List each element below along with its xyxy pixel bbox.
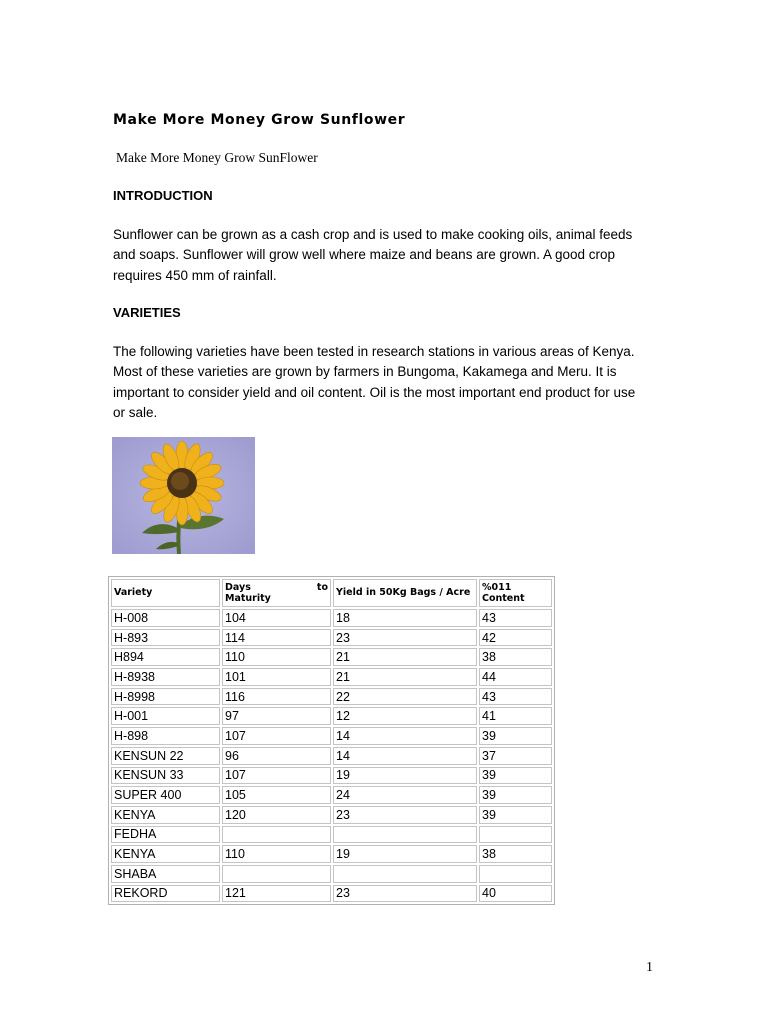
yield-cell: 23 <box>333 629 477 647</box>
oil-cell: 43 <box>479 609 552 627</box>
yield-cell: 14 <box>333 727 477 745</box>
days-cell: 107 <box>222 767 331 785</box>
paragraph-line: The following varieties have been tested in research stations in various areas of Kenya. <box>113 344 635 359</box>
table-row <box>111 688 552 706</box>
header-variety: Variety <box>111 579 220 607</box>
table-row <box>111 865 552 883</box>
yield-cell <box>333 865 477 883</box>
table-row <box>111 707 552 725</box>
oil-cell: 42 <box>479 629 552 647</box>
page-number: 1 <box>646 960 653 975</box>
days-cell: 116 <box>222 688 331 706</box>
table-row <box>111 727 552 745</box>
days-cell: 97 <box>222 707 331 725</box>
varieties-heading: VARIETIES <box>113 305 181 320</box>
document-subtitle: Make More Money Grow SunFlower <box>116 150 318 165</box>
table-row <box>111 747 552 765</box>
table-row <box>111 786 552 804</box>
varieties-table <box>108 576 555 905</box>
variety-cell: SHABA <box>111 865 220 883</box>
yield-cell: 21 <box>333 648 477 666</box>
yield-cell: 12 <box>333 707 477 725</box>
variety-cell: H-8938 <box>111 668 220 686</box>
yield-cell: 23 <box>333 885 477 903</box>
introduction-heading: INTRODUCTION <box>113 188 213 203</box>
yield-cell: 21 <box>333 668 477 686</box>
introduction-paragraph <box>113 225 658 286</box>
yield-cell <box>333 826 477 844</box>
oil-cell <box>479 865 552 883</box>
variety-cell: H-8998 <box>111 688 220 706</box>
days-cell: 121 <box>222 885 331 903</box>
varieties-paragraph <box>113 342 658 423</box>
oil-cell: 39 <box>479 806 552 824</box>
paragraph-line: Sunflower can be grown as a cash crop and is used to make cooking oils, animal feeds <box>113 227 633 242</box>
header-oil-text: %011 <box>482 581 512 593</box>
oil-cell <box>479 826 552 844</box>
days-cell: 114 <box>222 629 331 647</box>
oil-cell: 39 <box>479 727 552 745</box>
paragraph-line: or sale. <box>113 404 158 420</box>
document-title: Make More Money Grow Sunflower <box>113 112 406 128</box>
days-cell: 105 <box>222 786 331 804</box>
days-cell: 101 <box>222 668 331 686</box>
days-cell: 120 <box>222 806 331 824</box>
table-row <box>111 767 552 785</box>
header-oil-content <box>479 579 552 607</box>
variety-cell: FEDHA <box>111 826 220 844</box>
table-row <box>111 806 552 824</box>
variety-cell: H-893 <box>111 629 220 647</box>
table-row <box>111 668 552 686</box>
variety-cell: KENYA <box>111 806 220 824</box>
variety-cell: H894 <box>111 648 220 666</box>
days-cell <box>222 826 331 844</box>
header-content-text: Content <box>482 593 525 604</box>
variety-cell: SUPER 400 <box>111 786 220 804</box>
table-row <box>111 648 552 666</box>
oil-cell: 40 <box>479 885 552 903</box>
oil-cell: 38 <box>479 648 552 666</box>
variety-cell: KENYA <box>111 845 220 863</box>
header-yield: Yield in 50Kg Bags / Acre <box>333 579 477 607</box>
days-cell: 110 <box>222 648 331 666</box>
days-cell: 104 <box>222 609 331 627</box>
days-cell: 96 <box>222 747 331 765</box>
yield-cell: 23 <box>333 806 477 824</box>
oil-cell: 37 <box>479 747 552 765</box>
oil-cell: 41 <box>479 707 552 725</box>
days-cell: 107 <box>222 727 331 745</box>
header-to-text: to <box>316 581 328 593</box>
days-cell <box>222 865 331 883</box>
table-header-row <box>111 579 552 607</box>
oil-cell: 44 <box>479 668 552 686</box>
variety-cell: H-898 <box>111 727 220 745</box>
variety-cell: H-008 <box>111 609 220 627</box>
oil-cell: 38 <box>479 845 552 863</box>
yield-cell: 14 <box>333 747 477 765</box>
table-row <box>111 629 552 647</box>
table-row <box>111 609 552 627</box>
header-days-text: Days <box>225 581 251 593</box>
oil-cell: 43 <box>479 688 552 706</box>
variety-cell: H-001 <box>111 707 220 725</box>
header-days-to-maturity <box>222 579 331 607</box>
variety-cell: KENSUN 33 <box>111 767 220 785</box>
yield-cell: 18 <box>333 609 477 627</box>
sunflower-photo <box>112 437 255 554</box>
paragraph-line: requires 450 mm of rainfall. <box>113 267 277 283</box>
paragraph-line: important to consider yield and oil content. Oil is the most important end product for use <box>113 384 636 400</box>
yield-cell: 22 <box>333 688 477 706</box>
oil-cell: 39 <box>479 767 552 785</box>
paragraph-line: Most of these varieties are grown by farmers in Bungoma, Kakamega and Meru. It is <box>113 364 617 380</box>
yield-cell: 19 <box>333 845 477 863</box>
header-maturity-text: Maturity <box>225 593 271 604</box>
table-row <box>111 826 552 844</box>
paragraph-line: and soaps. Sunflower will grow well where maize and beans are grown. A good crop <box>113 247 616 263</box>
days-cell: 110 <box>222 845 331 863</box>
variety-cell: REKORD <box>111 885 220 903</box>
yield-cell: 24 <box>333 786 477 804</box>
variety-cell: KENSUN 22 <box>111 747 220 765</box>
yield-cell: 19 <box>333 767 477 785</box>
table-row <box>111 845 552 863</box>
oil-cell: 39 <box>479 786 552 804</box>
table-row <box>111 885 552 903</box>
